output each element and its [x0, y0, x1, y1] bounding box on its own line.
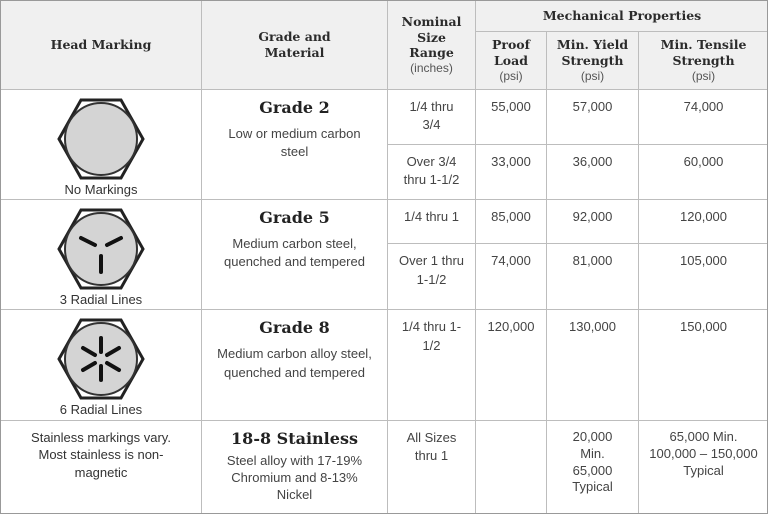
nominal-size-header: [388, 1, 476, 90]
nominal-size-header-text: Nominal Size Range: [401, 14, 462, 61]
yield-strength-cell: 81,000: [547, 244, 639, 310]
grade-material-cell: [202, 420, 388, 513]
tensile-strength-cell: 74,000: [639, 90, 768, 145]
hex-6-radial-lines-icon: [57, 318, 145, 400]
table-header: [1, 1, 768, 90]
hex-3-radial-lines-icon: [57, 208, 145, 290]
head-marking-cell: [1, 420, 202, 513]
grade-title: 18-8 Stainless: [231, 428, 358, 448]
hex-no-markings-icon: [57, 98, 145, 180]
grade-material-cell: [202, 310, 388, 420]
tensile-strength-value: 65,000 Min. 100,000 – 150,000 Typical: [649, 428, 758, 478]
tensile-strength-cell: 150,000: [639, 310, 768, 420]
table-row: [1, 200, 768, 244]
min-yield-header: [547, 32, 639, 90]
proof-load-units: (psi): [499, 68, 523, 83]
proof-load-cell: 33,000: [476, 145, 547, 200]
marking-label: No Markings: [64, 182, 138, 197]
proof-load-header-text: Proof Load: [491, 37, 531, 68]
size-range-cell: [388, 420, 476, 513]
min-yield-header-text: Min. Yield Strength: [556, 37, 629, 68]
nominal-units: (inches): [410, 60, 453, 75]
proof-load-cell: 74,000: [476, 244, 547, 310]
marking-label: 6 Radial Lines: [59, 402, 143, 418]
tensile-strength-cell: [639, 420, 768, 513]
material-description: Medium carbon alloy steel, quenched and tempered: [217, 346, 372, 380]
material-description: Steel alloy with 17-19% Chromium and 8-13% Nickel: [226, 452, 363, 502]
table-row: [1, 420, 768, 513]
size-range: 1/4 thru 3/4: [409, 99, 454, 133]
min-yield-units: (psi): [580, 68, 605, 83]
size-range-cell: [388, 145, 476, 200]
size-range: All Sizes thru 1: [406, 429, 457, 463]
tensile-strength-cell: 60,000: [639, 145, 768, 200]
proof-load-cell: 85,000: [476, 200, 547, 244]
proof-load-header: [476, 32, 547, 90]
tensile-strength-cell: 120,000: [639, 200, 768, 244]
size-range-cell: 1/4 thru 1: [388, 200, 476, 244]
head-marking-cell: [1, 90, 202, 200]
stainless-marking-note: Stainless markings vary. Most stainless is non-magnetic: [31, 429, 171, 480]
yield-strength-cell: 36,000: [547, 145, 639, 200]
head-marking-header: Head Marking: [1, 1, 202, 90]
table-row: [1, 90, 768, 145]
proof-load-cell: 120,000: [476, 310, 547, 420]
size-range: Over 3/4 thru 1-1/2: [403, 154, 460, 188]
proof-load-cell: [476, 420, 547, 513]
yield-strength-cell: 57,000: [547, 90, 639, 145]
min-tensile-header-text: Min. Tensile Strength: [660, 37, 747, 68]
size-range: 1/4 thru 1-1/2: [401, 319, 462, 353]
yield-strength-cell: 130,000: [547, 310, 639, 420]
grade-material-header-text: Grade and Material: [258, 29, 331, 60]
proof-load-cell: 55,000: [476, 90, 547, 145]
grade-title: Grade 2: [259, 98, 330, 117]
tensile-strength-cell: 105,000: [639, 244, 768, 310]
min-tensile-header: [639, 32, 768, 90]
grade-material-cell: [202, 200, 388, 310]
material-description: Medium carbon steel, quenched and tempered: [224, 236, 365, 270]
size-range-cell: [388, 90, 476, 145]
grade-material-header: [202, 1, 388, 90]
table-row: [1, 310, 768, 420]
yield-strength-cell: 92,000: [547, 200, 639, 244]
material-description: Low or medium carbon steel: [228, 126, 361, 160]
grade-title: Grade 5: [259, 208, 330, 228]
yield-strength-value: 20,000 Min. 65,000 Typical: [572, 428, 613, 495]
yield-strength-cell: [547, 420, 639, 513]
size-range-cell: [388, 244, 476, 310]
size-range-cell: [388, 310, 476, 420]
min-tensile-units: (psi): [691, 68, 716, 83]
mechanical-properties-header: Mechanical Properties: [476, 1, 768, 32]
head-marking-cell: [1, 200, 202, 310]
grade-material-cell: [202, 90, 388, 200]
marking-label: 3 Radial Lines: [59, 292, 143, 308]
size-range: Over 1 thru 1-1/2: [398, 253, 465, 287]
grade-title: Grade 8: [259, 318, 330, 338]
head-marking-cell: [1, 310, 202, 420]
